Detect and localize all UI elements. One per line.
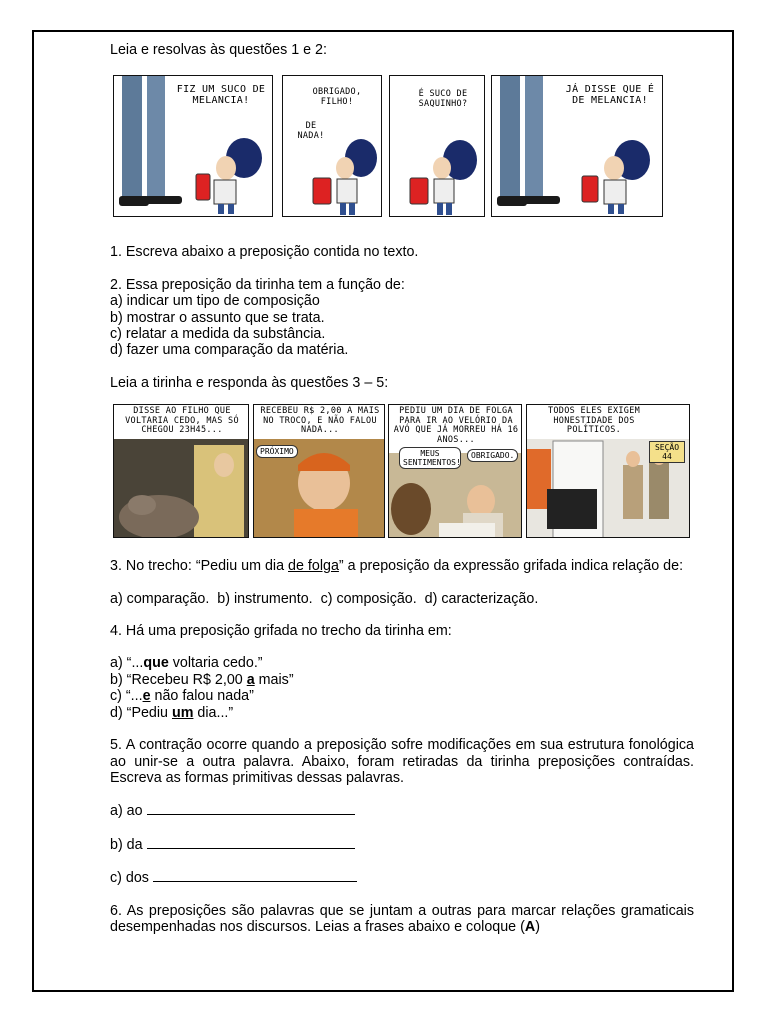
question-3-underlined: de folga (288, 558, 339, 575)
question-4-option-c (110, 688, 694, 704)
q4c-pre: c) “... (110, 688, 143, 705)
question-2-option-d: d) fazer uma comparação da matéria. (110, 342, 349, 359)
worksheet-content (110, 42, 694, 935)
question-2-stem: 2. Essa preposição da tirinha tem a função de: (110, 276, 405, 293)
answer-blank-c[interactable] (153, 869, 357, 882)
question-5-item-c (110, 869, 694, 886)
section-intro-2: Leia a tirinha e responda às questões 3 – 5: (110, 374, 389, 391)
question-2-option-a: a) indicar um tipo de composição (110, 293, 320, 310)
comic1-panel1-speech: FIZ UM SUCO DE MELANCIA! (176, 84, 266, 106)
q4a-mark: que (143, 655, 169, 672)
q4c-post: não falou nada” (150, 688, 254, 705)
question-3-text-b: ” a preposição da expressão grifada indica relação de: (338, 558, 684, 575)
q6-post: ) (535, 918, 540, 935)
comic1-panel4-speech: JÁ DISSE QUE É DE MELANCIA! (565, 84, 655, 106)
question-3-options: a) comparação. b) instrumento. c) composição. d) caracterização. (110, 590, 539, 607)
q5b-label: b) da (110, 836, 143, 853)
q6-text: 6. As preposições são palavras que se juntam a outras para marcar relações gramaticais desempenhadas nos discursos. Leias a frases abaixo e coloque ( (110, 902, 694, 935)
q4b-mark: a (246, 671, 255, 688)
question-6-stem (110, 903, 694, 936)
section-intro-1: Leia e resolvas às questões 1 e 2: (110, 42, 327, 58)
q4d-pre: d) “Pediu (110, 704, 172, 721)
question-4-stem: 4. Há uma preposição grifada no trecho da tirinha em: (110, 623, 452, 640)
question-4-option-d (110, 705, 694, 721)
question-5-item-a (110, 802, 694, 819)
q6-bold: A (524, 918, 536, 935)
question-1: 1. Escreva abaixo a preposição contida no texto. (110, 244, 419, 261)
question-2-option-c: c) relatar a medida da substância. (110, 326, 326, 343)
q4a-post: voltaria cedo.” (168, 655, 263, 672)
comic2-panel4-caption: TODOS ELES EXIGEM HONESTIDADE DOS POLÍTICOS. (531, 407, 657, 436)
comic1-panel2-speech-b: DE NADA! (297, 121, 325, 141)
question-2-option-b: b) mostrar o assunto que se trata. (110, 309, 325, 326)
q4b-pre: b) “Recebeu R$ 2,00 (110, 671, 247, 688)
q4b-post: mais” (254, 671, 294, 688)
comic2-panel3-speech-a: MEUS SENTIMENTOS! (399, 447, 461, 469)
comic2-panel2-caption: RECEBEU R$ 2,00 A MAIS NO TROCO, E NÃO FALOU NADA... (258, 407, 382, 436)
comic2-panel1-caption: DISSE AO FILHO QUE VOLTARIA CEDO, MAS SÓ CHEGOU 23H45... (116, 407, 248, 436)
comic2-panel3-caption: PEDIU UM DIA DE FOLGA PARA IR AO VELÓRIO DA AVÓ QUE JÁ MORREU HÁ 16 ANOS... (391, 407, 521, 445)
question-4-option-b (110, 672, 694, 688)
q4d-post: dia...” (193, 704, 234, 721)
comic1-panel2-speech-a: OBRIGADO, FILHO! (312, 87, 362, 107)
q4c-mark: e (142, 688, 151, 705)
comic2-panel3-speech-b: OBRIGADO. (467, 449, 518, 462)
question-4-option-a (110, 655, 694, 671)
answer-blank-b[interactable] (147, 836, 355, 849)
answer-blank-a[interactable] (147, 802, 355, 815)
question-3-stem (110, 558, 694, 574)
question-5-stem: 5. A contração ocorre quando a preposição sofre modificações em sua estrutura fonológica ao unir-se a outra palavra. Abaixo, foram retiradas da tirinha preposições contraídas. Escreva as formas primitivas dessas palavras. (110, 737, 694, 786)
q5c-label: c) dos (110, 870, 149, 887)
q4d-mark: um (171, 704, 194, 721)
q4a-pre: a) “... (110, 655, 144, 672)
q5a-label: a) ao (110, 803, 143, 820)
question-5-item-b (110, 836, 694, 853)
comic1-panel3-speech: É SUCO DE SAQUINHO? (418, 89, 468, 109)
comic2-panel2-speech: PRÓXIMO (256, 445, 298, 458)
question-3-text-a: 3. No trecho: “Pediu um dia (110, 558, 289, 575)
comic2-panel4-sign: SEÇÃO 44 (649, 441, 685, 463)
